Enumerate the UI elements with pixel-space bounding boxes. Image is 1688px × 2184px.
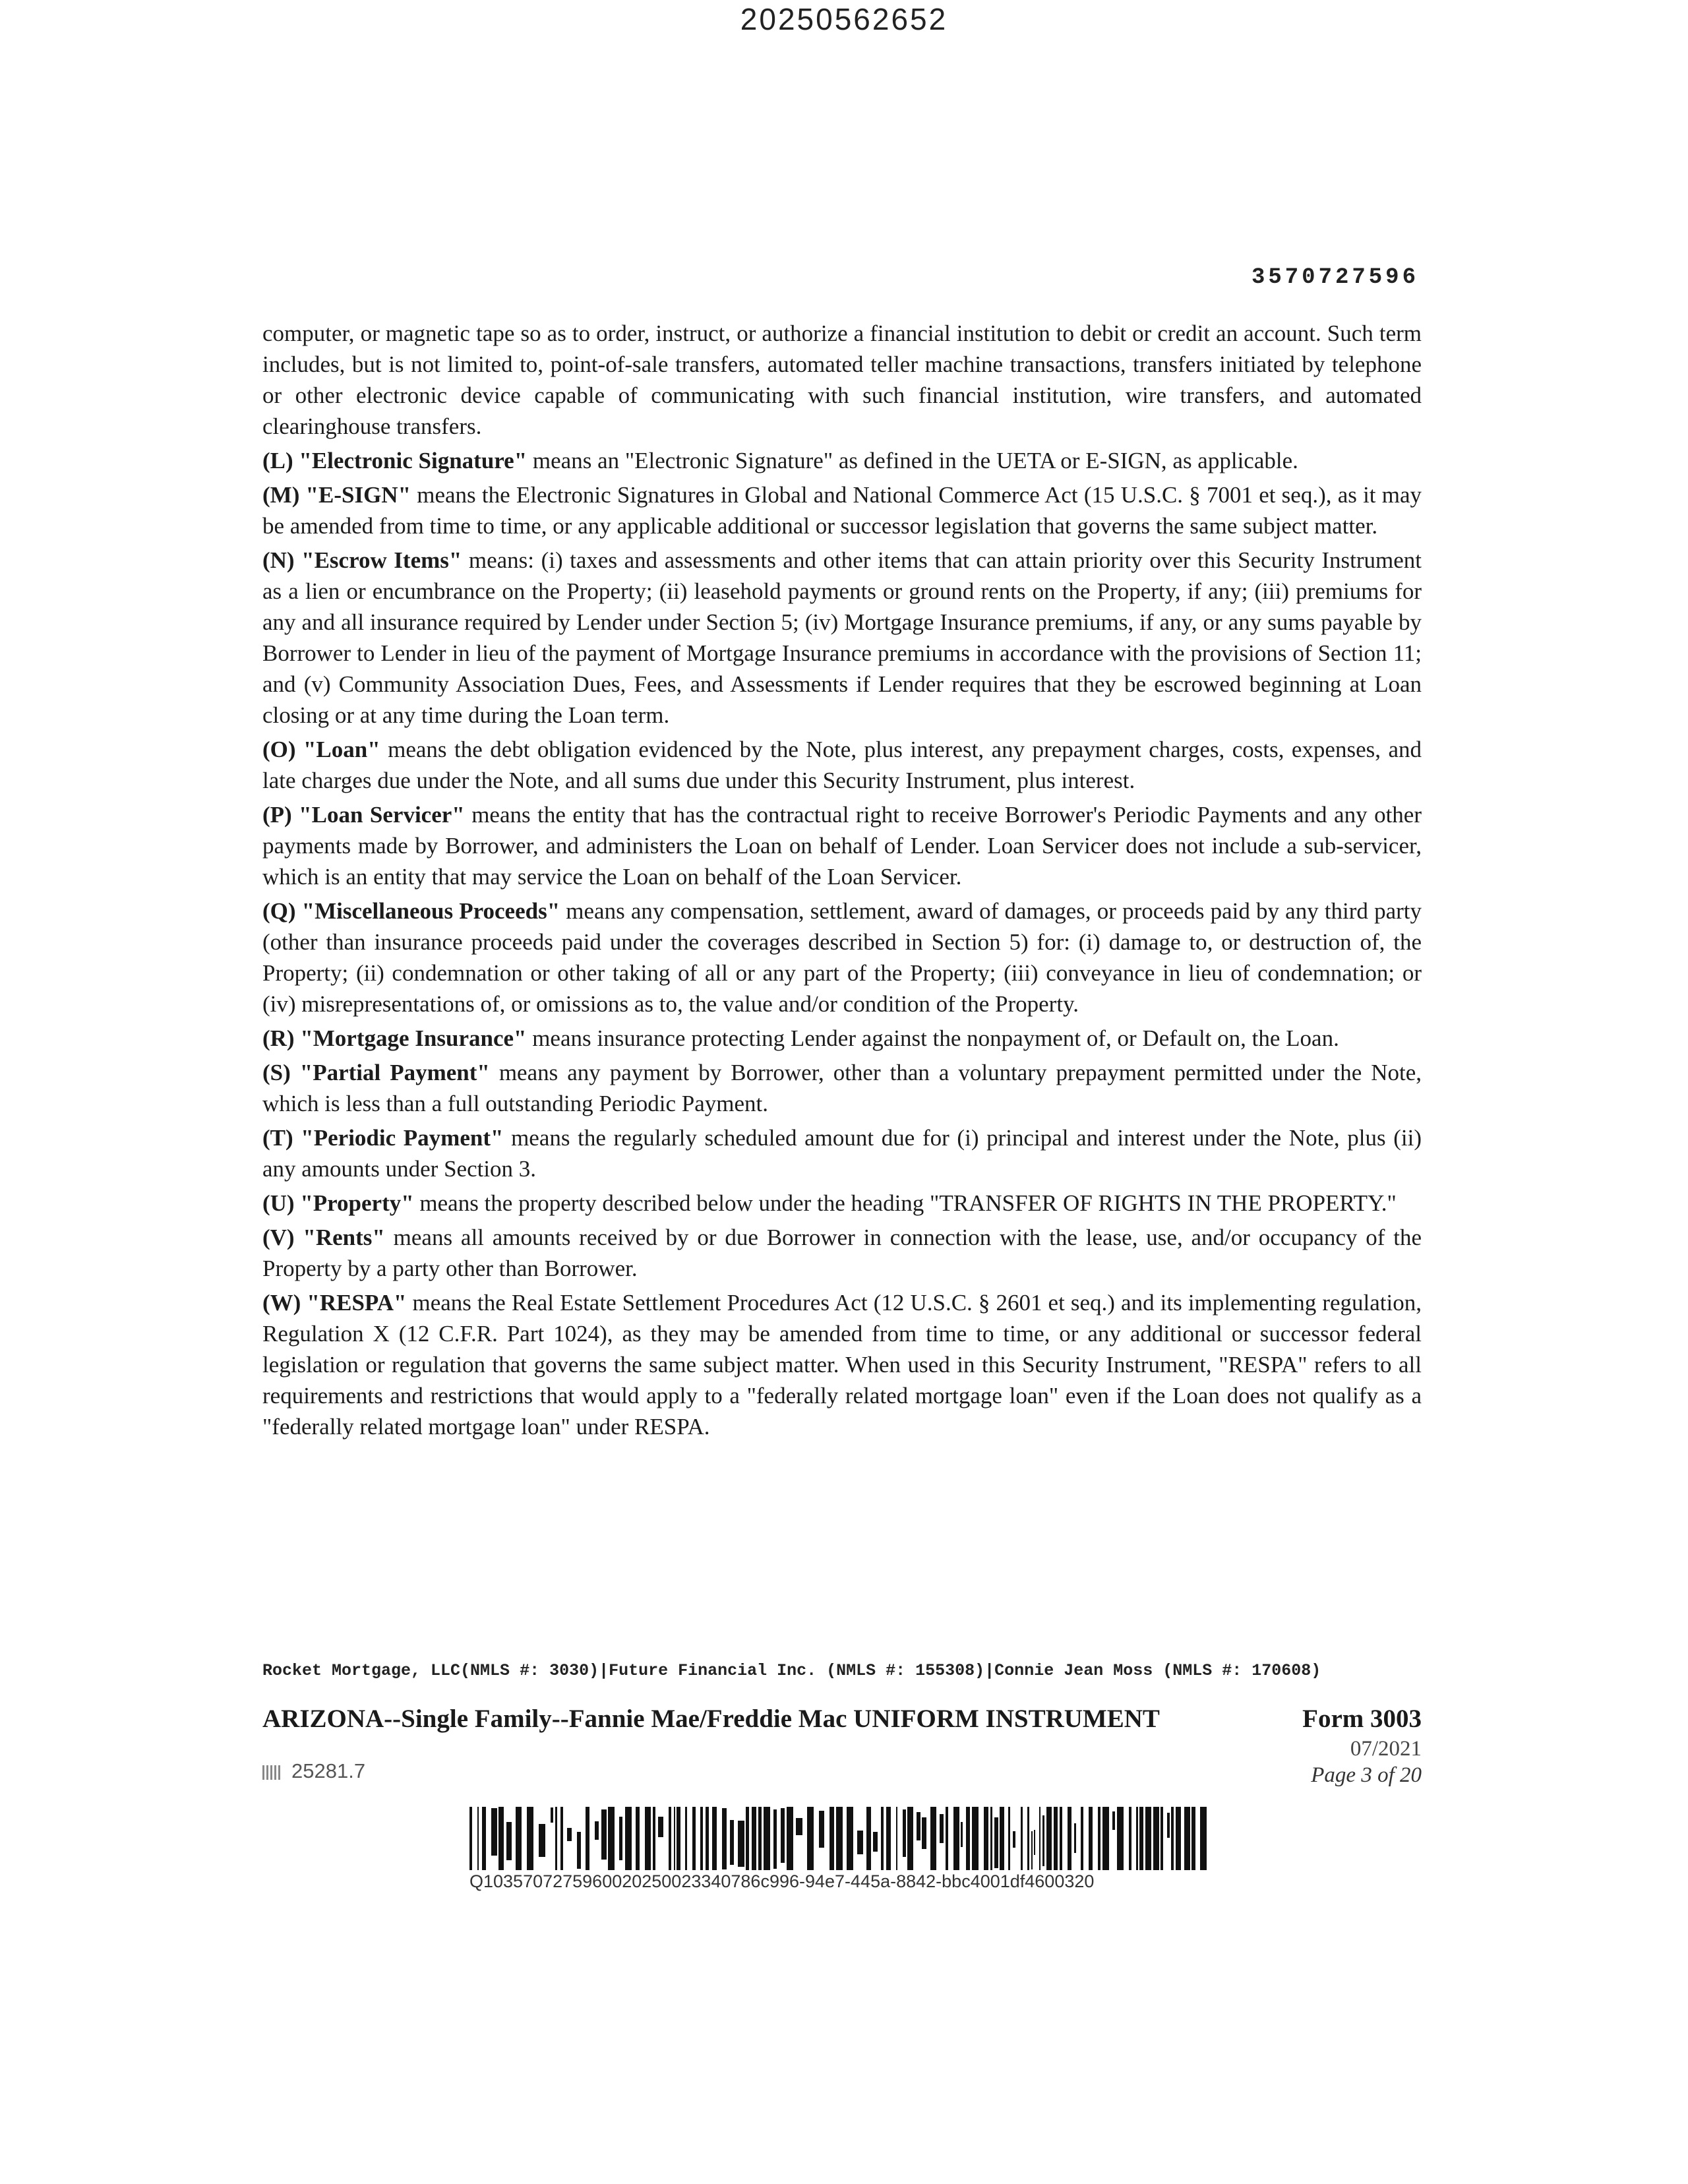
term-label: (P) "Loan Servicer" — [262, 802, 465, 828]
term-label: (S) "Partial Payment" — [262, 1060, 490, 1085]
barcode-bar — [1117, 1807, 1124, 1870]
barcode-bar — [498, 1807, 504, 1870]
paragraph-mortgage-insurance: (R) "Mortgage Insurance" means insurance protecting Lender against the nonpayment of, or Default on, the Loan. — [262, 1025, 1339, 1051]
barcode-bar — [1068, 1807, 1071, 1870]
form-date: 07/2021 — [1350, 1737, 1422, 1761]
recording-number: 20250562652 — [740, 2, 948, 36]
barcode-bar — [1098, 1807, 1100, 1870]
paragraph-k-continued: computer, or magnetic tape so as to order, instruct, or authorize a financial institution to debit or credit an account. Such term includes, but is not limited to, point-of-sale transfers, automated teller machine transactions, transfers initiated by telephone or other electronic device capable of communicating with such financial institution, wire transfers, and automated clearinghouse transfers. — [262, 320, 1422, 439]
barcode-bar — [1112, 1811, 1115, 1830]
barcode-bar — [930, 1807, 936, 1870]
barcode-bar — [1042, 1815, 1044, 1866]
barcode-bar — [1171, 1807, 1174, 1870]
barcode-bar — [1039, 1807, 1040, 1870]
barcode-bar — [658, 1817, 663, 1837]
barcode-bar — [946, 1807, 948, 1870]
barcode-bar — [1054, 1807, 1058, 1870]
barcode-bar — [477, 1807, 479, 1870]
barcode-bar — [1008, 1807, 1010, 1870]
document-body — [262, 318, 1422, 1445]
term-label: (M) "E-SIGN" — [262, 482, 411, 508]
paragraph-electronic-signature: (L) "Electronic Signature" means an "Electronic Signature" as defined in the UETA or E-SIGN, as applicable. — [262, 448, 1298, 473]
barcode-bar — [903, 1809, 906, 1857]
barcode-bar — [560, 1807, 563, 1870]
loan-number: 3570727596 — [1251, 265, 1419, 290]
barcode-bar — [1031, 1831, 1033, 1869]
barcode-bar — [857, 1831, 863, 1854]
barcode-bar — [1167, 1813, 1170, 1838]
barcode-bar — [700, 1807, 703, 1870]
barcode-bar — [601, 1809, 607, 1860]
term-label: (L) "Electronic Signature" — [262, 448, 528, 473]
barcode-bar — [1102, 1807, 1109, 1870]
barcode-bar — [1145, 1807, 1151, 1870]
barcode-bar — [847, 1807, 853, 1870]
paragraph-loan: (O) "Loan" means the debt obligation evidenced by the Note, plus interest, any prepayment charges, costs, expenses, and late charges due under the Note, and all sums due under this Security Instrument, plus interest. — [262, 737, 1422, 793]
barcode-bar — [764, 1807, 770, 1870]
barcode-bar — [636, 1807, 640, 1870]
barcode-bar — [984, 1807, 988, 1870]
barcode-bar — [608, 1807, 615, 1870]
barcode-bar — [961, 1822, 963, 1847]
term-label: (R) "Mortgage Insurance" — [262, 1025, 527, 1051]
barcode-bar — [577, 1832, 581, 1869]
barcode-bar — [807, 1807, 814, 1870]
barcode-bar — [796, 1818, 802, 1835]
barcode-bar — [1153, 1807, 1159, 1870]
barcode-bar — [469, 1807, 472, 1870]
term-label: (T) "Periodic Payment" — [262, 1125, 504, 1151]
barcode-text: Q1035707275960020250023340786c996-94e7-445a-8842-bbc4001df4600320 — [469, 1871, 1095, 1891]
barcode-bar — [990, 1807, 992, 1870]
barcode-bar — [567, 1828, 572, 1841]
barcode-bar — [1081, 1807, 1083, 1870]
barcode-bar — [482, 1807, 486, 1870]
barcode-bar — [1200, 1807, 1207, 1870]
term-label: (N) "Escrow Items" — [262, 547, 462, 573]
document-code: 25281.7 — [262, 1759, 365, 1783]
term-label: (O) "Loan" — [262, 737, 380, 762]
paragraph-rents: (V) "Rents" means all amounts received by or due Borrower in connection with the lease, use, and/or occupancy of the Property by a party other than Borrower. — [262, 1225, 1422, 1281]
barcode-bar — [907, 1807, 913, 1870]
barcode-bar — [738, 1821, 744, 1867]
barcode-bar — [653, 1807, 655, 1870]
vendor-logo-icon — [262, 1765, 282, 1780]
barcode-bar — [1160, 1807, 1163, 1870]
paragraph-escrow-items: (N) "Escrow Items" means: (i) taxes and assessments and other items that can attain priority over this Security Instrument as a lien or encumbrance on the Property; (ii) leasehold payments or ground rents on the Property, if any; (iii) premiums for any and all insurance required by Lender under Section 5; (iv) Mortgage Insurance premiums, if any, or any sums payable by Borrower to Lender in lieu of the payment of Mortgage Insurance premiums in accordance with the provisions of Section 11; and (v) Community Association Dues, Fees, and Assessments if Lender requires that they be escrowed beginning at Loan closing or at any time during the Loan term. — [262, 547, 1422, 728]
barcode-bar — [746, 1807, 749, 1870]
barcode-bar — [506, 1822, 512, 1860]
barcode-bar — [787, 1807, 793, 1870]
barcode-bar — [836, 1807, 843, 1870]
barcode-bar — [917, 1812, 920, 1840]
paragraph-e-sign: (M) "E-SIGN" means the Electronic Signatures in Global and National Commerce Act (15 U.S.C. § 7001 et seq.), as it may be amended from time to time, or any applicable additional or successor legislation that governs the same subject matter. — [262, 482, 1422, 539]
barcode-bar — [527, 1807, 533, 1870]
barcode-bar — [781, 1808, 785, 1863]
barcode-bar — [595, 1821, 599, 1840]
term-label: (W) "RESPA" — [262, 1290, 407, 1316]
barcode-bar — [1184, 1807, 1190, 1870]
barcode-bar — [551, 1807, 553, 1823]
form-title-row — [262, 1704, 1422, 1734]
barcode-bar — [706, 1807, 709, 1870]
barcode-bar — [752, 1807, 756, 1870]
barcode-bar — [1000, 1807, 1004, 1870]
barcode-bar — [685, 1807, 687, 1870]
barcode-bar — [1060, 1807, 1062, 1870]
barcode-bar — [1074, 1823, 1076, 1853]
barcode-bar — [586, 1807, 589, 1870]
barcode-bar — [873, 1832, 878, 1852]
term-label: (U) "Property" — [262, 1190, 414, 1216]
barcode-bar — [922, 1817, 926, 1849]
barcode-bar — [1136, 1807, 1138, 1870]
barcode — [469, 1807, 1208, 1870]
paragraph-respa: (W) "RESPA" means the Real Estate Settlement Procedures Act (12 U.S.C. § 2601 et seq.) and its implementing regulation, Regulation X (12 C.F.R. Part 1024), as they may be amended from time to time, or any additional or successor federal legislation or regulation that governs the same subject matter. When used in this Security Instrument, "RESPA" refers to all requirements and restrictions that would apply to a "federally related mortgage loan" even if the Loan does not qualify as a "federally related mortgage loan" under RESPA. — [262, 1290, 1422, 1440]
barcode-bar — [677, 1807, 680, 1870]
barcode-bar — [516, 1807, 522, 1870]
barcode-bar — [555, 1807, 557, 1870]
barcode-bar — [1089, 1807, 1093, 1870]
barcode-bar — [886, 1807, 891, 1870]
originator-info: Rocket Mortgage, LLC(NMLS #: 3030)|Future Financial Inc. (NMLS #: 155308)|Connie Jean Moss (NMLS #: 170608) — [262, 1661, 1321, 1680]
barcode-bar — [829, 1807, 834, 1870]
paragraph-partial-payment: (S) "Partial Payment" means any payment by Borrower, other than a voluntary prepayment permitted under the Note, which is less than a full outstanding Periodic Payment. — [262, 1060, 1422, 1116]
barcode-bar — [625, 1807, 632, 1870]
barcode-bar — [758, 1807, 762, 1870]
barcode-bar — [692, 1807, 696, 1870]
barcode-bar — [674, 1807, 675, 1870]
barcode-bar — [953, 1807, 959, 1870]
term-label: (Q) "Miscellaneous Proceeds" — [262, 898, 560, 924]
barcode-bar — [722, 1808, 727, 1869]
paragraph-miscellaneous-proceeds: (Q) "Miscellaneous Proceeds" means any compensation, settlement, award of damages, or proceeds paid by any third party (other than insurance proceeds paid under the coverages described in Section 5) for: (i) damage to, or destruction of, the Property; (ii) condemnation or other taking of all or any part of the Property; (iii) conveyance in lieu of condemnation; or (iv) misrepresentations of, or omissions as to, the value and/or condition of the Property. — [262, 898, 1422, 1017]
barcode-bar — [491, 1808, 497, 1856]
barcode-bar — [730, 1820, 734, 1865]
barcode-bar — [645, 1807, 651, 1870]
barcode-bar — [619, 1817, 622, 1860]
form-number: Form 3003 — [1302, 1705, 1422, 1733]
barcode-bar — [1139, 1807, 1143, 1870]
page-number: Page 3 of 20 — [1311, 1763, 1422, 1787]
barcode-bar — [1176, 1807, 1181, 1870]
barcode-bar — [1027, 1807, 1029, 1870]
paragraph-property: (U) "Property" means the property described below under the heading "TRANSFER OF RIGHTS IN THE PROPERTY." — [262, 1190, 1397, 1216]
barcode-bar — [881, 1807, 884, 1870]
barcode-bar — [1191, 1807, 1195, 1870]
barcode-bar — [972, 1807, 979, 1870]
barcode-bar — [1046, 1807, 1052, 1870]
term-label: (V) "Rents" — [262, 1225, 385, 1250]
paragraph-loan-servicer: (P) "Loan Servicer" means the entity that has the contractual right to receive Borrower's Periodic Payments and any other payments made by Borrower, and administers the Loan on behalf of Lender. Loan Servicer does not include a sub-servicer, which is an entity that may service the Loan on behalf of the Loan Servicer. — [262, 802, 1422, 890]
barcode-bar — [966, 1807, 970, 1870]
paragraph-periodic-payment: (T) "Periodic Payment" means the regularly scheduled amount due for (i) principal and interest under the Note, plus (ii) any amounts under Section 3. — [262, 1125, 1422, 1182]
barcode-bar — [994, 1817, 998, 1868]
barcode-bar — [1129, 1807, 1131, 1870]
barcode-bar — [819, 1811, 824, 1848]
barcode-bar — [1013, 1831, 1015, 1848]
barcode-bar — [669, 1807, 671, 1870]
barcode-bar — [1034, 1830, 1035, 1855]
barcode-bar — [773, 1809, 777, 1869]
barcode-bar — [712, 1807, 717, 1870]
barcode-bar — [539, 1824, 545, 1857]
barcode-bar — [940, 1814, 944, 1843]
barcode-bar — [1021, 1807, 1023, 1870]
form-title: ARIZONA--Single Family--Fannie Mae/Freddie Mac UNIFORM INSTRUMENT — [262, 1705, 1160, 1733]
barcode-bar — [866, 1807, 871, 1870]
barcode-bar — [896, 1807, 897, 1870]
